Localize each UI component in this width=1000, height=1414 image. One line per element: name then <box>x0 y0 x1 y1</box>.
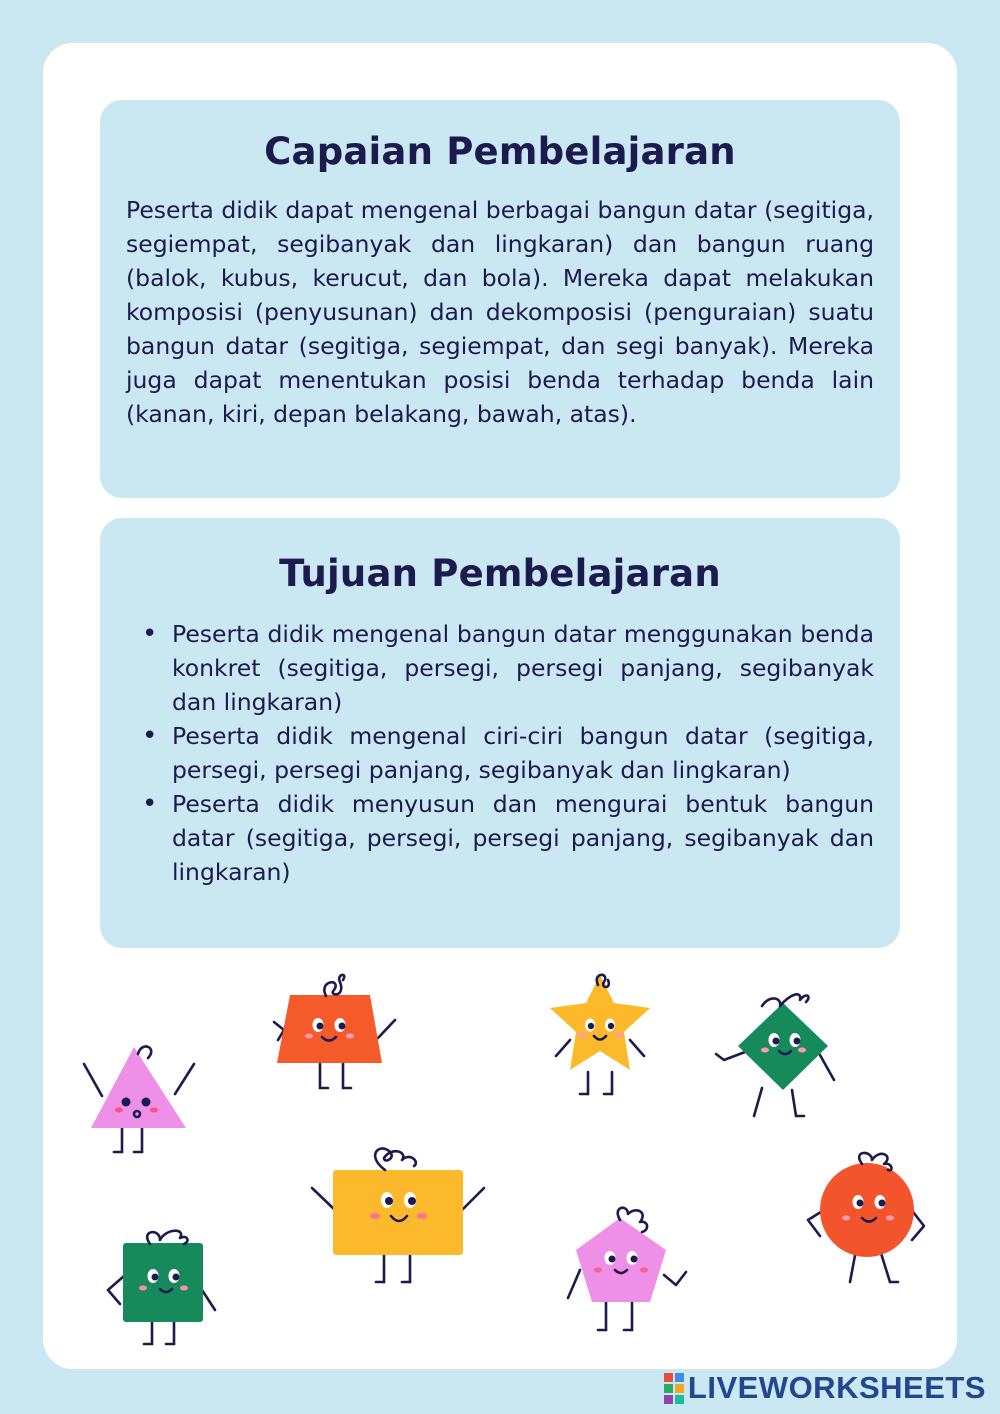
tujuan-list <box>126 617 874 889</box>
triangle-icon <box>84 1046 194 1152</box>
star-icon <box>550 975 650 1094</box>
circle-icon <box>808 1153 924 1282</box>
tujuan-item: • Peserta didik menyusun dan mengurai bentuk bangun datar (segitiga, persegi, persegi panjang, segibanyak dan lingkaran) <box>172 787 874 889</box>
square-icon <box>108 1231 215 1344</box>
diamond-icon <box>716 994 834 1116</box>
tujuan-title: Tujuan Pembelajaran <box>279 552 721 595</box>
tujuan-item: • Peserta didik mengenal ciri-ciri bangun datar (segitiga, persegi, persegi panjang, segibanyak dan lingkaran) <box>172 719 874 787</box>
capaian-panel <box>100 100 900 498</box>
liveworksheets-logo-icon <box>664 1373 684 1404</box>
brand-text: LIVEWORKSHEETS <box>687 1370 986 1405</box>
rectangle-icon <box>312 1148 484 1282</box>
trapezoid-icon <box>274 975 395 1088</box>
capaian-title: Capaian Pembelajaran <box>264 130 736 173</box>
liveworksheets-brand <box>664 1370 986 1406</box>
tujuan-item: • Peserta didik mengenal bangun datar menggunakan benda konkret (segitiga, persegi, persegi panjang, segibanyak dan lingkaran) <box>172 617 874 719</box>
tujuan-panel <box>100 518 900 948</box>
capaian-body: Peserta didik dapat mengenal berbagai bangun datar (segitiga, segiempat, segibanyak dan lingkaran) dan bangun ruang (balok, kubus, kerucut, dan bola). Mereka dapat melakukan komposisi (penyusunan) dan dekomposisi (penguraian) suatu bangun datar (segitiga, segiempat, dan segi banyak). Mereka juga dapat menentukan posisi benda terhadap benda lain (kanan, kiri, depan belakang, bawah, atas). <box>126 196 874 428</box>
shape-characters-illustration <box>0 960 1000 1380</box>
pentagon-icon <box>568 1208 686 1330</box>
